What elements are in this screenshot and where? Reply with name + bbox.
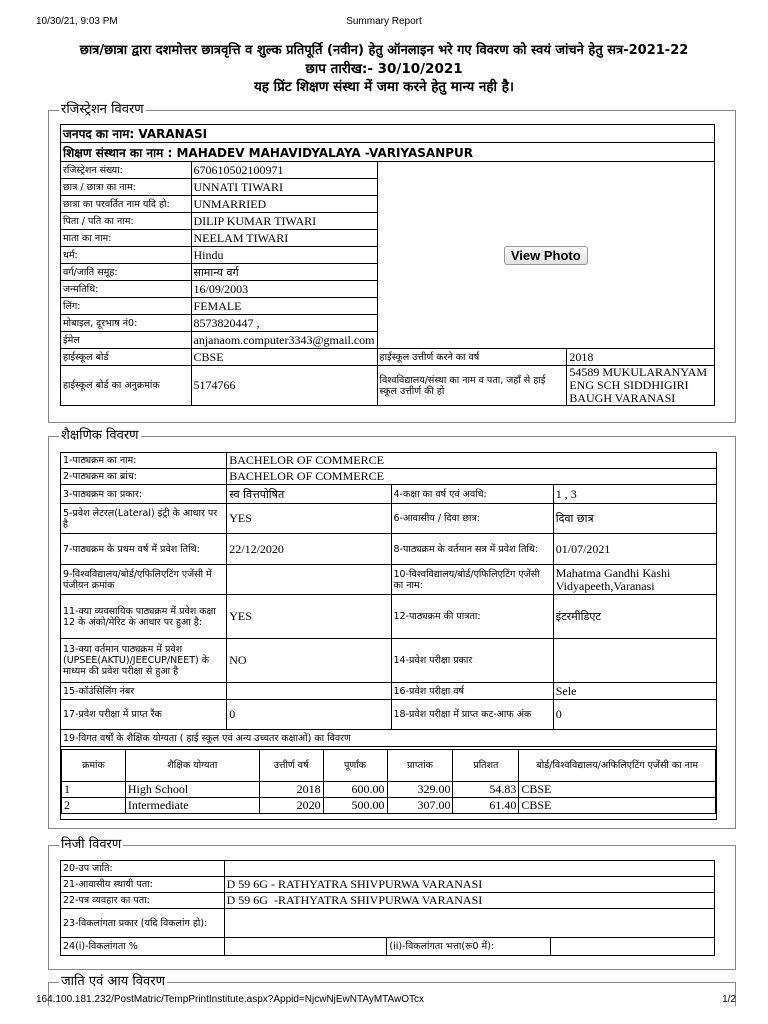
- university-registration-label: 9-विश्वविद्यालय/बोर्ड/एफिलिएटिंग एजेंसी में पंजीयन क्रमांक: [61, 565, 227, 595]
- hs-board-value: CBSE: [191, 349, 377, 366]
- qual-cell: Intermediate: [125, 798, 259, 814]
- course-branch-value: BACHELOR OF COMMERCE: [227, 469, 717, 485]
- cutoff-marks-value: 0: [553, 700, 716, 730]
- qual-cell: 61.40: [453, 798, 519, 814]
- course-name-label: 1-पाठ्यक्रम का नाम:: [61, 453, 227, 469]
- reg-value: 16/09/2003: [191, 281, 377, 298]
- personal-table: [60, 860, 715, 956]
- hs-school-label: विश्वविद्यालय/संस्था का नाम व पता, जहाँ से हाई स्कूल उत्तीर्ण की हो: [377, 366, 567, 406]
- reg-value: UNMARRIED: [191, 196, 377, 213]
- reg-label: धर्म:: [61, 247, 192, 264]
- qual-cell: 500.00: [323, 798, 387, 814]
- education-table: [60, 452, 717, 820]
- university-name-value: Mahatma Gandhi Kashi Vidyapeeth,Varanasi: [553, 565, 716, 595]
- counselling-number-label: 15-कॉउंसिलिंग नंबर: [61, 683, 227, 700]
- merit-admission-label: 11-क्या व्यवसायिक पाठ्यक्रम में प्रवेश कक्षा 12 के अंको/मेरिट के आधार पर हुआ है:: [61, 595, 227, 639]
- qualification-table: [61, 749, 716, 814]
- qual-cell: 307.00: [387, 798, 453, 814]
- title-line-2: छाप तारीख:- 30/10/2021: [305, 61, 463, 77]
- reg-label: छात्रा का परवर्तित नाम यदि हो:: [61, 196, 192, 213]
- disability-percent-value: [224, 938, 387, 956]
- hs-roll-label: हाईस्कूल बोर्ड का अनुक्रमांक: [61, 366, 192, 406]
- qual-cell: 2: [62, 798, 126, 814]
- permanent-address-label: 21-आवासीय स्थायी पता:: [61, 877, 225, 893]
- qual-header: उत्तीर्ण वर्ष: [259, 750, 323, 782]
- district-name: जनपद का नाम: VARANASI: [61, 125, 715, 143]
- class-year-value: 1 , 3: [553, 485, 716, 504]
- reg-value: DILIP KUMAR TIWARI: [191, 213, 377, 230]
- reg-value: सामान्य वर्ग: [191, 264, 377, 281]
- university-name-label: 10-विश्वविद्यालय/बोर्ड/एफिलिएटिंग एजेंसी का नाम:: [391, 565, 553, 595]
- view-photo-button[interactable]: View Photo: [504, 246, 588, 265]
- disability-allowance-label: (ii)-विकलांगता भत्ता(रू0 में):: [387, 938, 551, 956]
- page-number: 1/2: [722, 994, 736, 1005]
- qual-cell: 2020: [259, 798, 323, 814]
- qual-cell: 2018: [259, 782, 323, 798]
- class-year-label: 4-कक्षा का वर्ष एवं अवधि:: [391, 485, 553, 504]
- institution-name: शिक्षण संस्थान का नाम : MAHADEV MAHAVIDYALAYA -VARIYASANPUR: [61, 143, 715, 162]
- eligibility-label: 12-पाठ्यक्रम की पात्रता:: [391, 595, 553, 639]
- course-type-value: स्व वित्तपोषित: [227, 485, 391, 504]
- permanent-address-value: D 59 6G - RATHYATRA SHIVPURWA VARANASI: [224, 877, 714, 893]
- reg-label: माता का नाम:: [61, 230, 192, 247]
- lateral-entry-label: 5-प्रवेश लेटरल(Lateral) इंट्री के आधार पर है: [61, 504, 227, 534]
- qual-cell: 600.00: [323, 782, 387, 798]
- reg-label: ईमेल: [61, 332, 192, 349]
- qual-cell: CBSE: [519, 798, 716, 814]
- disability-allowance-value: [551, 938, 715, 956]
- reg-label: पिता / पति का नाम:: [61, 213, 192, 230]
- disability-type-value: [224, 909, 714, 938]
- personal-legend: निजी विवरण: [61, 837, 122, 852]
- course-branch-label: 2-पाठ्यक्रम का ब्रांच:: [61, 469, 227, 485]
- entrance-rank-value: 0: [227, 700, 391, 730]
- reg-label: वर्ग/जाति समूह:: [61, 264, 192, 281]
- reg-value: NEELAM TIWARI: [191, 230, 377, 247]
- registration-legend: रजिस्ट्रेशन विवरण: [61, 102, 144, 117]
- entrance-year-label: 16-प्रवेश परीक्षा वर्ष: [391, 683, 553, 700]
- qual-header: पूर्णांक: [323, 750, 387, 782]
- counselling-number-value: [227, 683, 391, 700]
- entrance-rank-label: 17-प्रवेश परीक्षा में प्राप्त रैंक: [61, 700, 227, 730]
- print-timestamp: 10/30/21, 9:03 PM: [36, 16, 118, 27]
- title-line-3: यह प्रिंट शिक्षण संस्था में जमा करने हेतु मान्य नही है।: [253, 79, 515, 95]
- entrance-admission-value: NO: [227, 639, 391, 683]
- hs-year-label: हाईस्कूल उत्तीर्ण करने का वर्ष: [377, 349, 567, 366]
- entrance-type-value: [553, 639, 716, 683]
- hs-year-value: 2018: [567, 349, 715, 366]
- qualification-heading: 19-विगत वर्षों के शैक्षिक योग्यता ( हाई स्कूल एवं अन्य उच्चतर कक्षाओं) का विवरण: [61, 730, 717, 747]
- document-title: Summary Report: [346, 16, 422, 27]
- qual-cell: CBSE: [519, 782, 716, 798]
- sub-caste-label: 20-उप जाति:: [61, 861, 225, 877]
- page-url: 164.100.181.232/PostMatric/TempPrintInstitute.aspx?Appid=NjcwNjEwNTAyMTAwOTcx: [36, 994, 425, 1005]
- qual-cell: High School: [125, 782, 259, 798]
- correspondence-address-label: 22-पत्र व्यवहार का पता:: [61, 893, 225, 909]
- reg-value: 670610502100971: [191, 162, 377, 179]
- current-session-admission-label: 8-पाठ्यक्रम के वर्तमान सत्र में प्रवेश तिथि:: [391, 534, 553, 565]
- registration-table: [60, 124, 715, 406]
- qual-header: क्रमांक: [62, 750, 126, 782]
- qual-cell: 54.83: [453, 782, 519, 798]
- report-title: [34, 42, 734, 96]
- entrance-type-label: 14-प्रवेश परीक्षा प्रकार: [391, 639, 553, 683]
- caste-income-legend: जाति एवं आय विवरण: [61, 974, 165, 989]
- photo-area: [377, 162, 714, 349]
- reg-value: UNNATI TIWARI: [191, 179, 377, 196]
- reg-label: जन्मतिथि:: [61, 281, 192, 298]
- qual-cell: 329.00: [387, 782, 453, 798]
- eligibility-value: इंटरमीडिएट: [553, 595, 716, 639]
- entrance-admission-label: 13-क्या वर्तमान पाठ्यक्रम में प्रवेश (UPSEE(AKTU)/JEECUP/NEET) के माध्यम की प्रवेश परीक्षा से हुआ है: [61, 639, 227, 683]
- university-registration-value: [227, 565, 391, 595]
- title-line-1: छात्र/छात्रा द्वारा दशमोत्तर छात्रवृत्ति व शुल्क प्रतिपूर्ति (नवीन) हेतु ऑनलाइन भरे गए विवरण को स्वयं जांचने हेतु सत्र-2021-22: [79, 43, 689, 58]
- hs-roll-value: 5174766: [191, 366, 377, 406]
- qual-header: प्राप्तांक: [387, 750, 453, 782]
- education-legend: शैक्षणिक विवरण: [61, 428, 139, 443]
- reg-label: लिंग:: [61, 298, 192, 315]
- sub-caste-value: [224, 861, 714, 877]
- qual-header: बोर्ड/विश्वविद्यालय/अफिलिएटिंग एजेंसी का नाम: [519, 750, 716, 782]
- qual-header: प्रतिशत: [453, 750, 519, 782]
- reg-label: रजिस्ट्रेशन संख्या:: [61, 162, 192, 179]
- course-name-value: BACHELOR OF COMMERCE: [227, 453, 717, 469]
- qual-cell: 1: [62, 782, 126, 798]
- course-type-label: 3-पाठ्यक्रम का प्रकार:: [61, 485, 227, 504]
- qual-header: शैक्षिक योग्यता: [125, 750, 259, 782]
- reg-label: छात्र / छात्रा का नाम:: [61, 179, 192, 196]
- reg-value: FEMALE: [191, 298, 377, 315]
- hs-school-value: 54589 MUKULARANYAM ENG SCH SIDDHIGIRI BAUGH VARANASI: [567, 366, 715, 406]
- disability-type-label: 23-विकलांगता प्रकार (यदि विकलांग हो):: [61, 909, 225, 938]
- lateral-entry-value: YES: [227, 504, 391, 534]
- first-year-admission-value: 22/12/2020: [227, 534, 391, 565]
- current-session-admission-value: 01/07/2021: [553, 534, 716, 565]
- disability-percent-label: 24(i)-विकलांगता %: [61, 938, 225, 956]
- residential-value: दिवा छात्र: [553, 504, 716, 534]
- correspondence-address-value: D 59 6G -RATHYATRA SHIVPURWA VARANASI: [224, 893, 714, 909]
- table-row: [62, 782, 716, 798]
- table-row: [62, 798, 716, 814]
- qualification-container: [61, 747, 717, 820]
- cutoff-marks-label: 18-प्रवेश परीक्षा में प्राप्त कट-आफ अंक: [391, 700, 553, 730]
- residential-label: 6-आवासीय / दिवा छात्र:: [391, 504, 553, 534]
- reg-value: 8573820447 ,: [191, 315, 377, 332]
- hs-board-label: हाईस्कूल बोर्ड: [61, 349, 192, 366]
- merit-admission-value: YES: [227, 595, 391, 639]
- reg-value: Hindu: [191, 247, 377, 264]
- reg-label: मोबाइल, दूरभाष नं0:: [61, 315, 192, 332]
- entrance-year-value: Sele: [553, 683, 716, 700]
- reg-value: anjanaom.computer3343@gmail.com: [191, 332, 377, 349]
- first-year-admission-label: 7-पाठ्यक्रम के प्रथम वर्ष में प्रवेश तिथि:: [61, 534, 227, 565]
